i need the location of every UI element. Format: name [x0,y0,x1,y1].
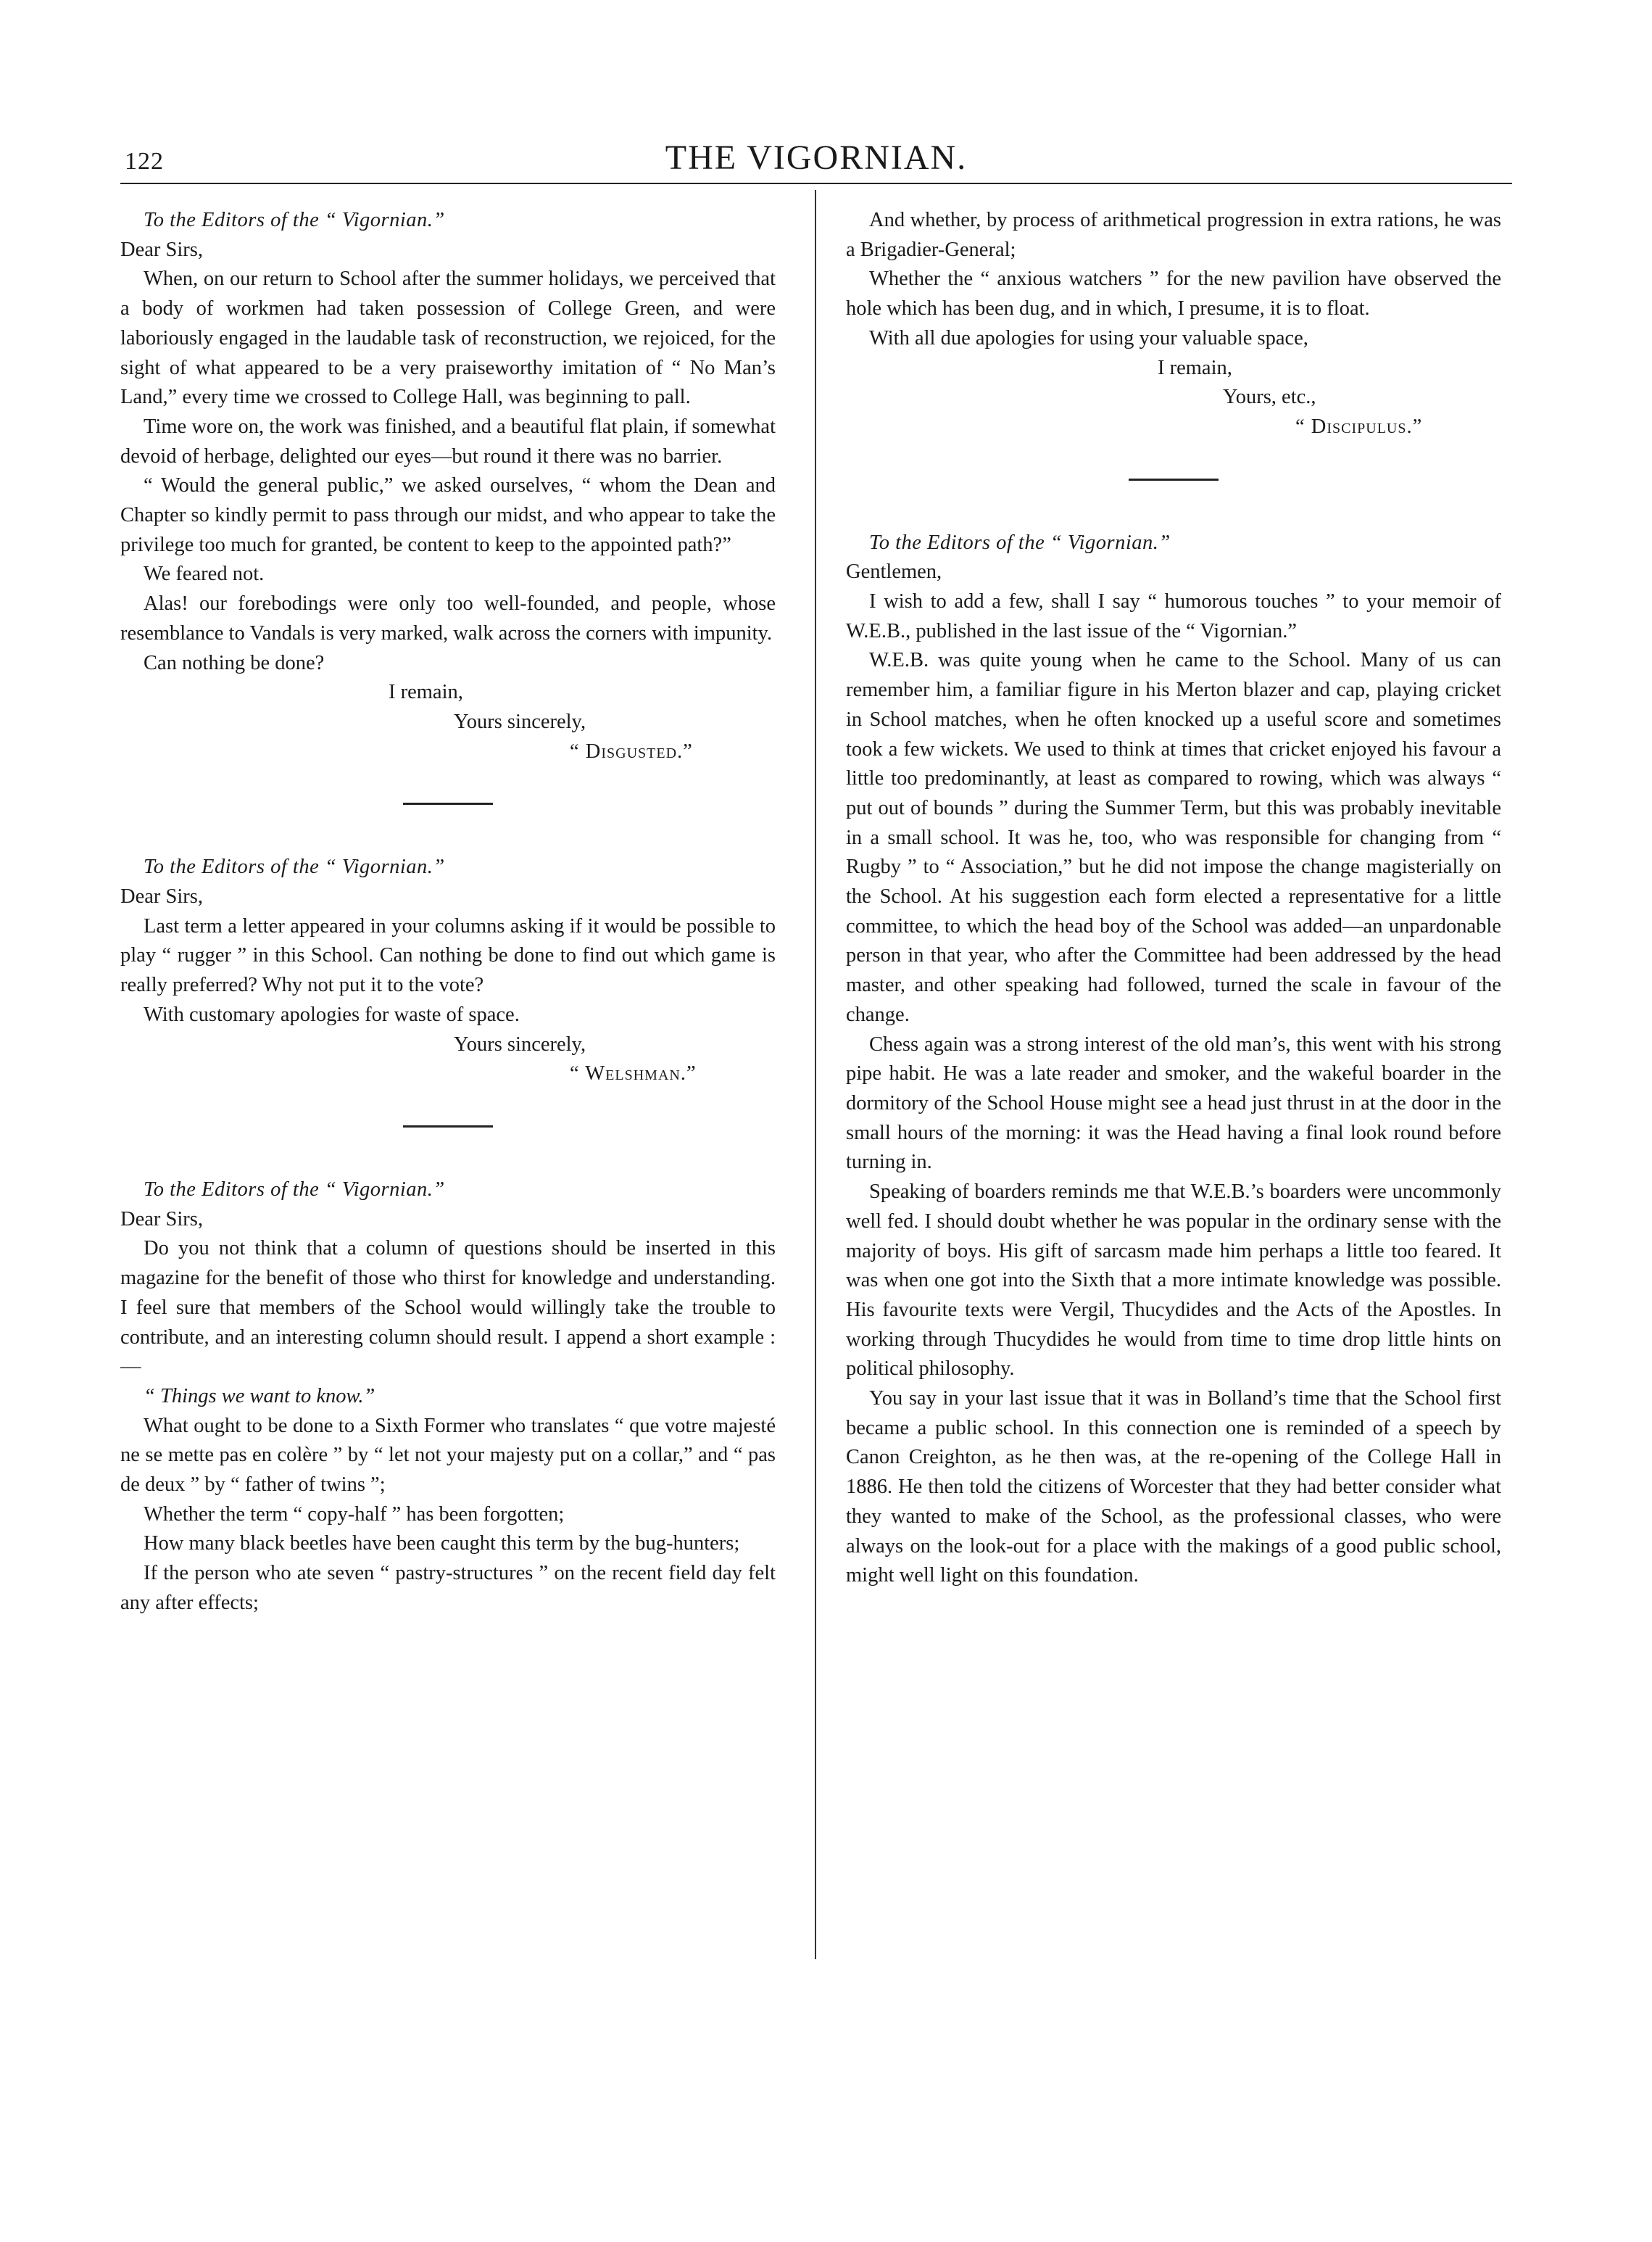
letter-paragraph: I wish to add a few, shall I say “ humorous touches ” to your memoir of W.E.B., published in the last issue of the “ Vigornian.” [846,590,1501,642]
letter-subheading: “ Things we want to know.” [144,1384,375,1407]
header-rule [120,183,1512,184]
closing-line: I remain, [389,681,463,704]
letter-address: To the Editors of the “ Vigornian.” [869,531,1171,554]
closing-line: Yours sincerely, [454,1033,586,1056]
closing-line: I remain, [1158,356,1232,379]
letter-paragraph: We feared not. [144,563,265,586]
letter-paragraph: Can nothing be done? [144,651,325,674]
letter-salutation: Dear Sirs, [120,238,203,261]
letter-closing [846,354,1501,442]
closing-line: Yours sincerely, [454,710,586,733]
letter-paragraph: Do you not think that a column of questions should be inserted in this magazine for the benefit of those who thirst for knowledge and understanding. I feel sure that members of the School would willingly take the trouble to contribute, and an interesting column should result. I append a short example :— [120,1237,776,1378]
letter-signature: “ Disgusted.” [570,740,693,763]
letter-discipulus [120,1175,776,1618]
question-item: How many black beetles have been caught this term by the bug-hunters; [144,1532,740,1555]
right-column [846,206,1501,1591]
letter-paragraph: With customary apologies for waste of space. [144,1003,520,1026]
letter-paragraph: Time wore on, the work was finished, and a beautiful flat plain, if somewhat devoid of herbage, delighted our eyes—but round it there was no barrier. [120,415,776,468]
left-column [120,206,776,1618]
letter-paragraph: Last term a letter appeared in your columns asking if it would be possible to play “ rugger ” in this School. Can nothing be done to find out which game is really preferred? Why not put it to the vote? [120,914,776,997]
letter-address: To the Editors of the “ Vigornian.” [144,856,445,879]
letter-disgusted [120,206,776,766]
question-item: And whether, by process of arithmetical progression in extra rations, he was a Brigadier-General; [846,209,1501,261]
page-number: 122 [125,148,164,175]
letter-paragraph: “ Would the general public,” we asked ourselves, “ whom the Dean and Chapter so kindly permit to pass through our midst, and who appear to take the privilege too much for granted, be content to keep to the appointed path?” [120,474,776,556]
letter-welshman [120,853,776,1089]
question-item: What ought to be done to a Sixth Former who translates “ que votre majesté ne se mette pas en colère ” by “ let not your majesty put on a collar,” and “ pas de deux ” by “ father of twins ”; [120,1414,776,1497]
column-divider [815,190,816,1959]
page-header [120,138,1512,181]
letter-salutation: Dear Sirs, [120,1207,203,1230]
letter-discipulus-continued [846,206,1501,442]
letter-signature: “ Discipulus.” [1295,415,1423,438]
closing-line: Yours, etc., [1223,386,1316,409]
question-item: With all due apologies for using your valuable space, [869,326,1308,349]
letter-paragraph: When, on our return to School after the summer holidays, we perceived that a body of workmen had taken possession of College Green, and were laboriously engaged in the laudable task of reconstruction, we rejoiced, for the sight of what appeared to be a very praiseworthy imitation of “ No Man’s Land,” every time we crossed to College Hall, was beginning to pall. [120,268,776,409]
letter-signature: “ Welshman.” [570,1062,697,1085]
letter-address: To the Editors of the “ Vigornian.” [144,1178,445,1201]
letter-paragraph: You say in your last issue that it was in Bolland’s time that the School first became a public school. In this connection one is reminded of a speech by Canon Creighton, as he then was, at the re-opening of the College Hall in 1886. He then told the citizens of Worcester that they had better consider what they wanted to make of the School, as the professional classes, who were always on the look-out for a place with the makings of a good public school, might well light on this foundation. [846,1387,1501,1587]
letter-paragraph: Alas! our forebodings were only too well-founded, and people, whose resemblance to Vandals is very marked, walk across the corners with impunity. [120,592,776,645]
letter-closing [120,678,776,766]
journal-title: THE VIGORNIAN. [665,138,968,177]
question-item: Whether the “ anxious watchers ” for the new pavilion have observed the hole which has been dug, and in which, I presume, it is to float. [846,268,1501,320]
question-item: Whether the term “ copy-half ” has been forgotten; [144,1502,565,1526]
question-item: If the person who ate seven “ pastry-structures ” on the recent field day felt any after effects; [120,1562,776,1614]
letter-salutation: Dear Sirs, [120,885,203,909]
letter-paragraph: Chess again was a strong interest of the old man’s, this went with his strong pipe habit. He was a late reader and smoker, and the wakeful boarder in the dormitory of the School House might see a head just thrust in at the door in the small hours of the morning: it was the Head having a final look round before turning in. [846,1033,1501,1174]
letter-address: To the Editors of the “ Vigornian.” [144,209,445,231]
letter-salutation: Gentlemen, [846,560,942,584]
letter-web-memoir [846,529,1501,1591]
letter-paragraph: W.E.B. was quite young when he came to the School. Many of us can remember him, a familiar figure in his Merton blazer and cap, playing cricket in School matches, when he often knocked up a useful score and sometimes took a few wickets. We used to think at times that cricket enjoyed his favour a little too predominantly, at least as compared to rowing, which was always “ put out of bounds ” during the Summer Term, but this was probably inevitable in a small school. It was he, too, who was responsible for changing from “ Rugby ” to “ Association,” but he did not impose the change magisterially on the School. At his suggestion each form elected a representative for a little committee, to which the head boy of the School was added—an unpardonable person in that year, who after the Committee had been addressed by the head master, and other speaking had followed, turned the scale in favour of the change. [846,649,1501,1026]
letter-closing [120,1030,776,1089]
letter-paragraph: Speaking of boarders reminds me that W.E.B.’s boarders were uncommonly well fed. I should doubt whether he was popular in the ordinary sense with the majority of boys. His gift of sarcasm made him perhaps a little too feared. It was when one got into the Sixth that a more intimate knowledge was possible. His favourite texts were Vergil, Thucydides and the Acts of the Apostles. In working through Thucydides he would from time to time drop little hints on political philosophy. [846,1180,1501,1381]
